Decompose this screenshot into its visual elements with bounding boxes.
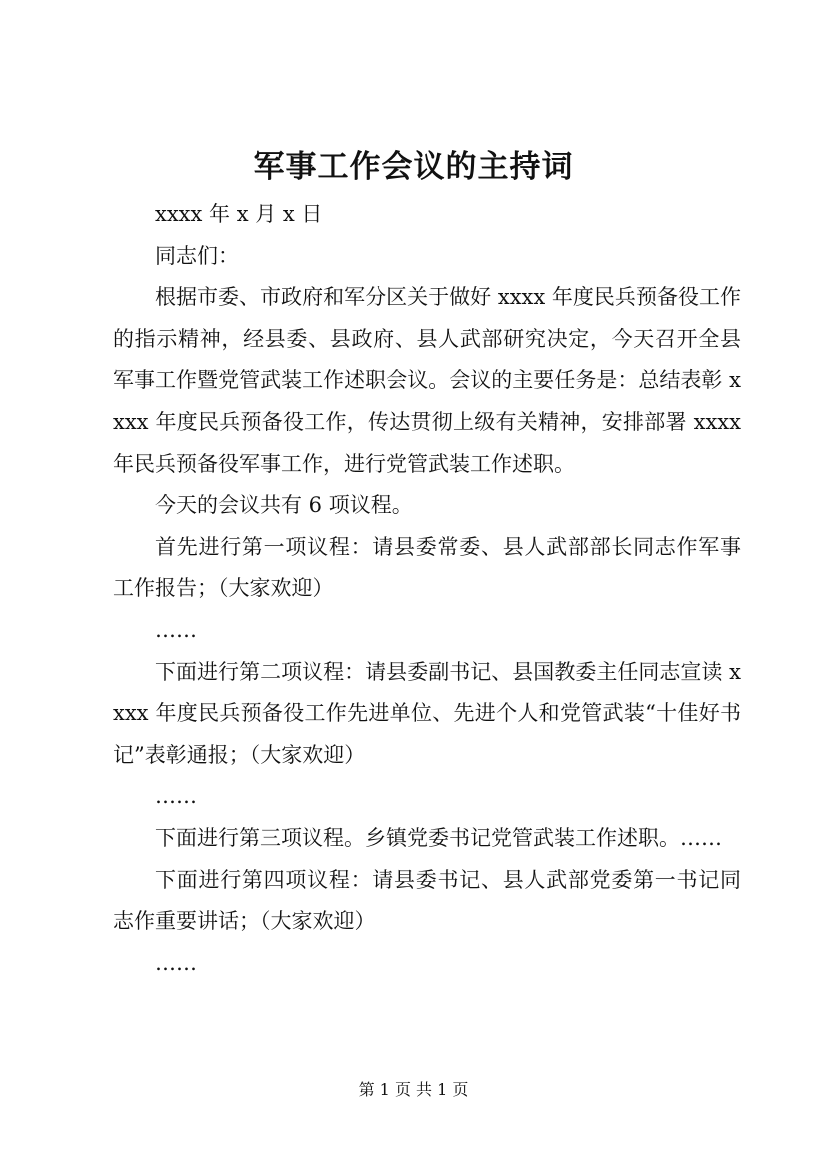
document-body (113, 194, 741, 984)
ellipsis-line: …… (155, 784, 197, 809)
agenda-item-2: 下面进行第二项议程：请县委副书记、县国教委主任同志宣读 xxxx 年度民兵预备役工作先进单位、先进个人和党管武装“十佳好书记”表彰通报；（大家欢迎） (113, 659, 741, 767)
page-footer: 第 1 页 共 1 页 (358, 1080, 469, 1099)
document-title: 军事工作会议的主持词 (253, 149, 574, 185)
salutation: 同志们： (155, 243, 239, 268)
agenda-count-paragraph: 今天的会议共有 6 项议程。 (155, 493, 413, 518)
ellipsis-line: …… (155, 617, 197, 642)
intro-paragraph: 根据市委、市政府和军分区关于做好 xxxx 年度民兵预备役工作的指示精神，经县委、县政府、县人武部研究决定，今天召开全县军事工作暨党管武装工作述职会议。会议的主要任务是：总结表彰 xxxx 年度民兵预备役工作，传达贯彻上级有关精神，安排部署 xxxx 年民兵预备役军事工作，进行党管武装工作述职。 (113, 285, 741, 476)
ellipsis-line: …… (155, 950, 197, 975)
date-line: xxxx 年 x 月 x 日 (155, 202, 323, 226)
agenda-item-4: 下面进行第四项议程：请县委书记、县人武部党委第一书记同志作重要讲话；（大家欢迎） (113, 867, 741, 934)
agenda-item-3: 下面进行第三项议程。乡镇党委书记党管武装工作述职。…… (155, 825, 722, 850)
agenda-item-1: 首先进行第一项议程：请县委常委、县人武部部长同志作军事工作报告；（大家欢迎） (113, 534, 741, 601)
